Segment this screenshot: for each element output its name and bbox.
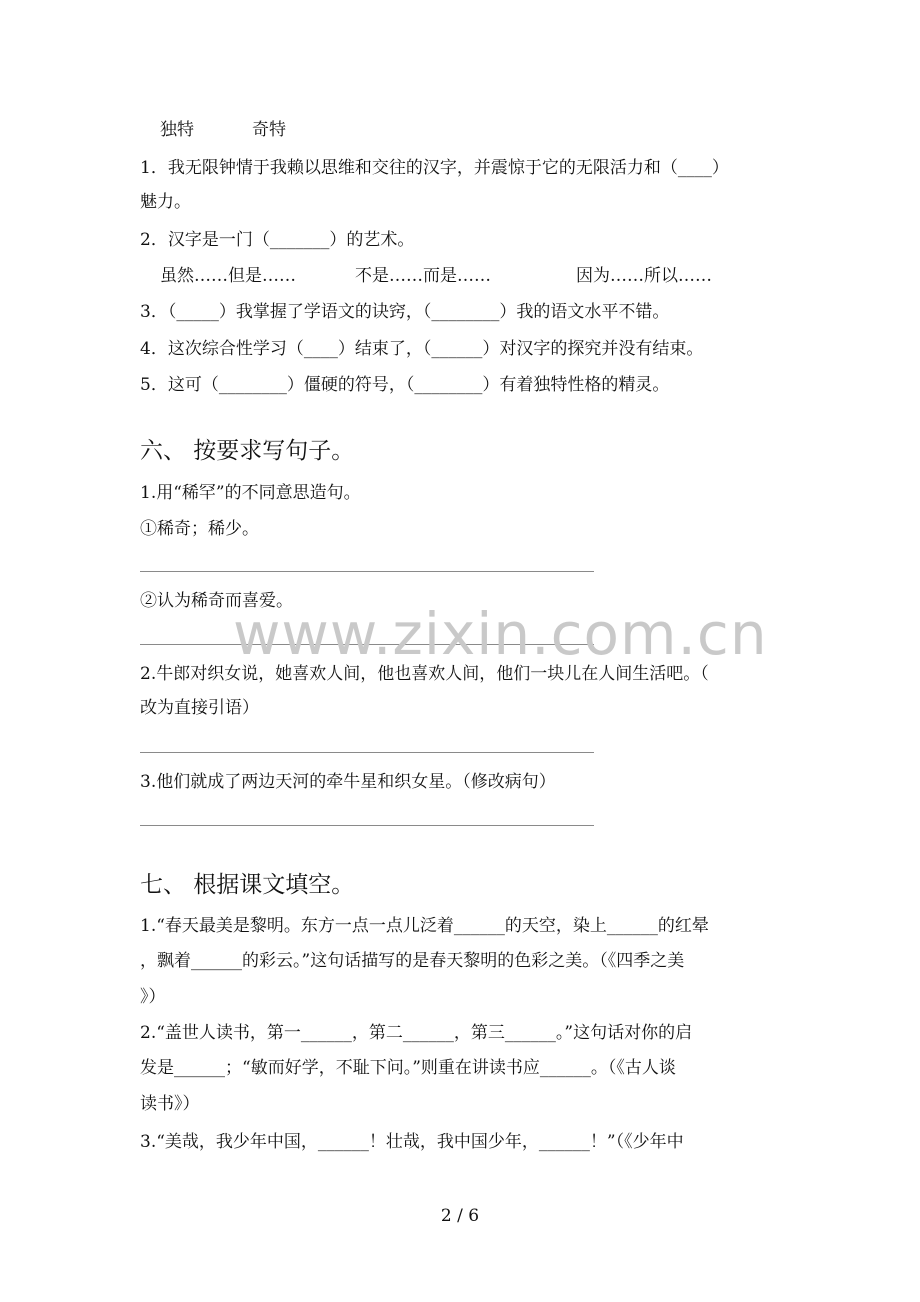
question-3: 3．（_____）我掌握了学语文的诀窍，（________）我的语文水平不错。 bbox=[140, 302, 670, 322]
answer-line[interactable] bbox=[140, 752, 594, 753]
question-1-line-2: 魅力。 bbox=[140, 192, 191, 212]
conjunction-option-3: 因为……所以…… bbox=[576, 266, 712, 286]
answer-line[interactable] bbox=[140, 571, 594, 572]
watermark: www.zixin.com.cn bbox=[233, 600, 768, 668]
section-6-item-1a: ①稀奇；稀少。 bbox=[140, 519, 259, 539]
answer-line[interactable] bbox=[140, 825, 594, 826]
question-4: 4．这次综合性学习（____）结束了，（______）对汉字的探究并没有结束。 bbox=[140, 339, 704, 359]
section-6-item-3: 3.他们就成了两边天河的牵牛星和织女星。（修改病句） bbox=[140, 772, 556, 792]
section-7-line-4: 2.“盖世人读书，第一______，第二______，第三______。”这句话对你的启 bbox=[140, 1023, 693, 1043]
conjunction-option-2: 不是……而是…… bbox=[355, 266, 491, 286]
question-2: 2．汉字是一门（_______）的艺术。 bbox=[140, 230, 415, 250]
page-number: 2 / 6 bbox=[440, 1206, 480, 1226]
section-7-line-7: 3.“美哉，我少年中国，______！壮哉，我中国少年，______！”（《少年中 bbox=[140, 1132, 684, 1152]
section-6-item-2-line-1: 2.牛郎对织女说，她喜欢人间，他也喜欢人间，他们一块儿在人间生活吧。（ bbox=[140, 664, 709, 684]
conjunction-option-1: 虽然……但是…… bbox=[160, 266, 296, 286]
section-7-heading: 七、 根据课文填空。 bbox=[140, 872, 355, 898]
section-6-item-1b: ②认为稀奇而喜爱。 bbox=[140, 591, 293, 611]
word-option-qite: 奇特 bbox=[252, 120, 286, 140]
section-7-line-2: ，飘着______的彩云。”这句话描写的是春天黎明的色彩之美。（《四季之美 bbox=[140, 951, 685, 971]
section-6-item-2-line-2: 改为直接引语） bbox=[140, 698, 259, 718]
section-6-item-1: 1.用“稀罕”的不同意思造句。 bbox=[140, 483, 361, 503]
word-option-dute: 独特 bbox=[160, 120, 194, 140]
section-6-heading: 六、 按要求写句子。 bbox=[140, 438, 355, 464]
section-7-line-1: 1.“春天最美是黎明。东方一点一点儿泛着______的天空，染上______的红晕 bbox=[140, 916, 709, 936]
section-7-line-6: 读书》） bbox=[140, 1094, 200, 1114]
question-5: 5．这可（________）僵硬的符号，（________）有着独特性格的精灵。 bbox=[140, 375, 670, 395]
section-7-line-3: 》） bbox=[140, 987, 166, 1007]
section-7-line-5: 发是______；“敏而好学，不耻下问。”则重在讲读书应______。（《古人谈 bbox=[140, 1058, 676, 1078]
question-1-line-1: 1．我无限钟情于我赖以思维和交往的汉字，并震惊于它的无限活力和（____） bbox=[140, 158, 729, 178]
